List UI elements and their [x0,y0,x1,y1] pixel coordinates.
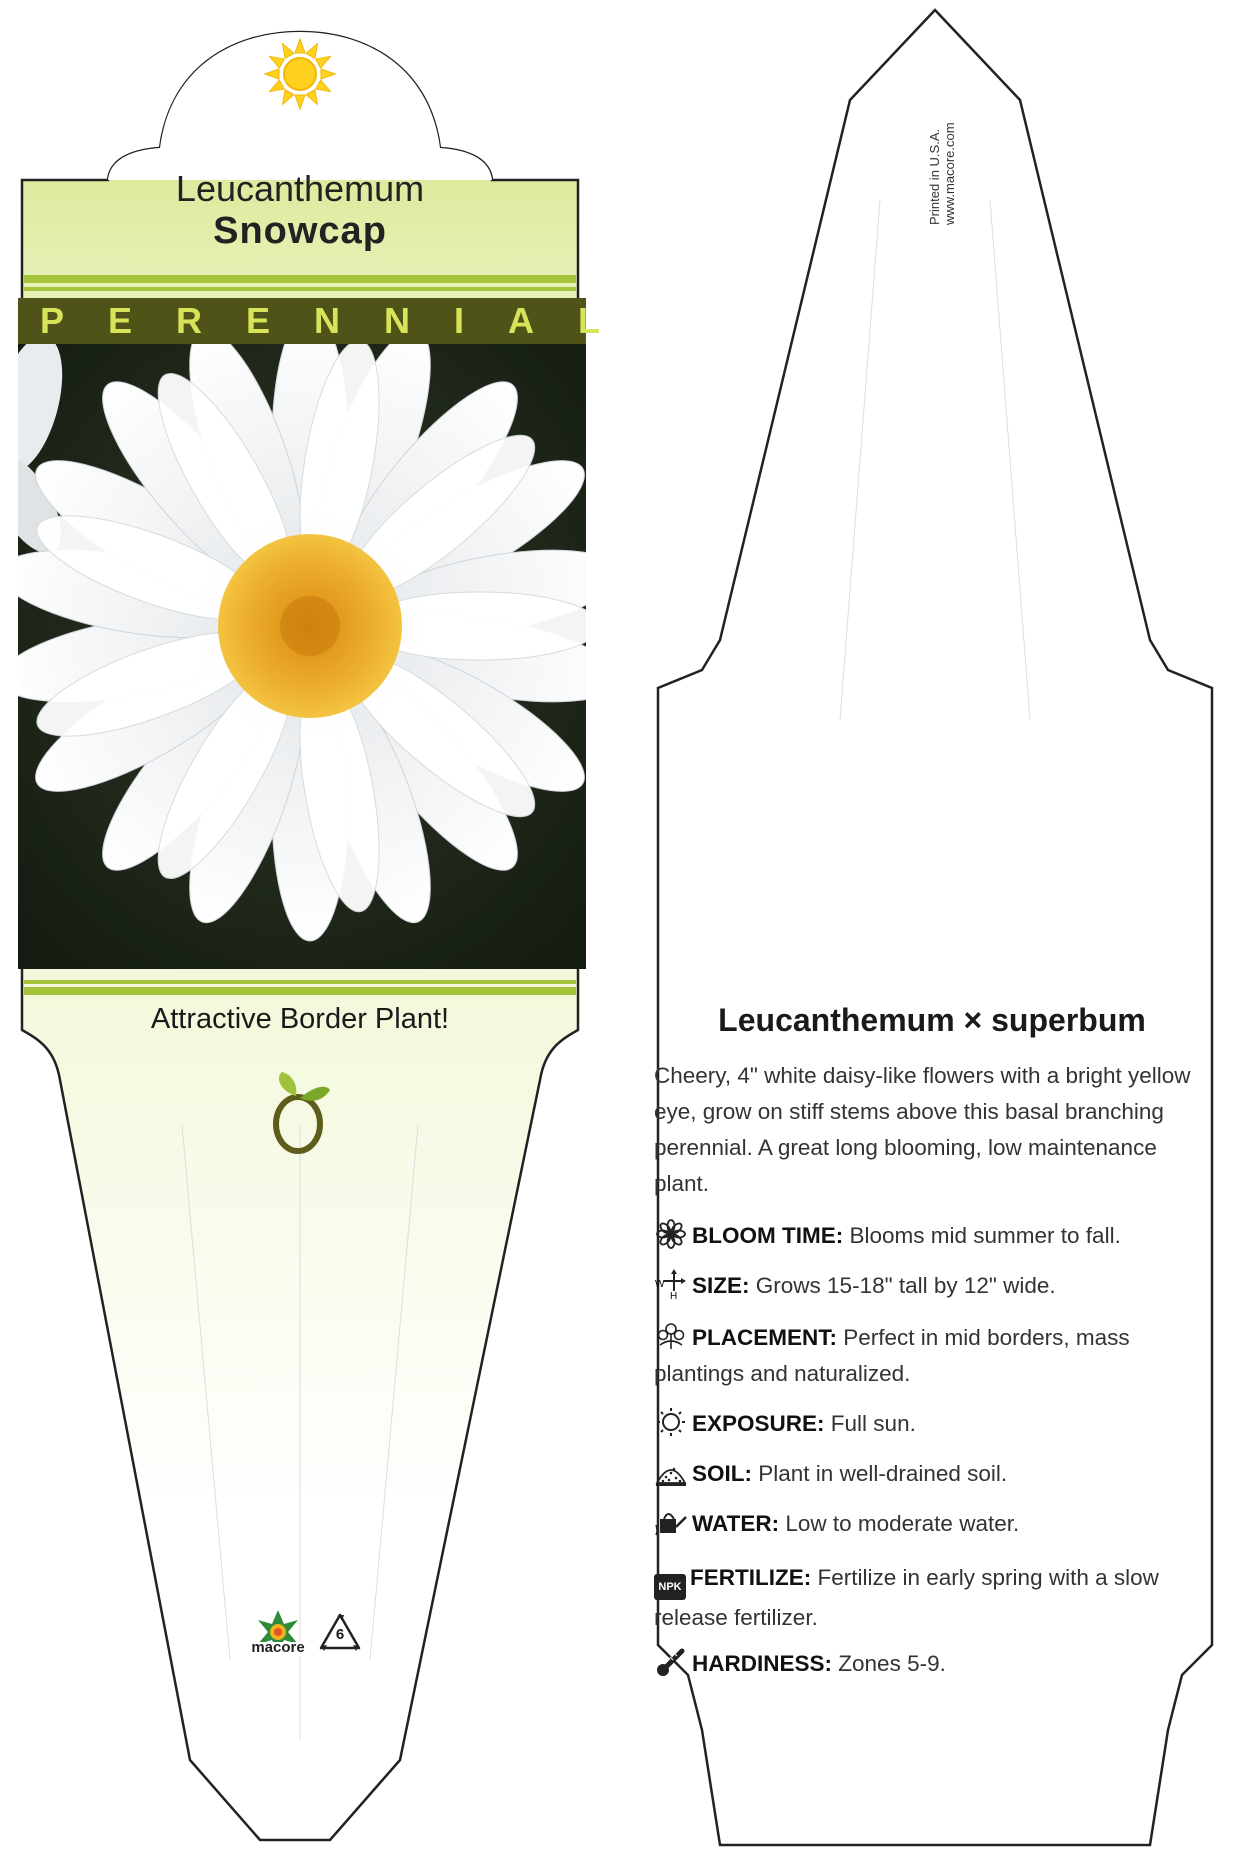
water-label: WATER: [692,1511,780,1536]
printed-info [905,95,1055,245]
attr-exposure [654,1406,1214,1442]
attr-water [654,1506,1214,1542]
attr-size [654,1268,1214,1304]
watering-can-icon [654,1507,688,1537]
macore-logo-text: macore [251,1639,305,1656]
recycle-icon [318,1612,362,1656]
attr-fertilize [654,1560,1214,1636]
size-label: SIZE: [692,1273,750,1298]
size-icon-w: W [655,1279,665,1290]
attr-soil [654,1456,1214,1492]
plant-photo [18,344,586,969]
scientific-name: Leucanthemum × superbum [718,1002,1146,1038]
sun-icon [262,36,338,112]
hardiness-value: Zones 5-9. [838,1651,946,1676]
size-icon [654,1269,688,1299]
sun-outline-icon [654,1407,688,1437]
exposure-label: EXPOSURE: [692,1411,825,1436]
bloom-time-value: Blooms mid summer to fall. [849,1223,1121,1248]
macore-logo [243,1606,313,1677]
size-icon-h: H [670,1291,678,1299]
plant-description: Cheery, 4" white daisy-like flowers with a bright yellow eye, grow on stiff stems above this basal branching perennial. A great long blooming, low maintenance plant. [654,1063,1191,1196]
npk-icon-text: NPK [658,1581,682,1593]
attr-hardiness [654,1646,1214,1682]
soil-label: SOIL: [692,1461,752,1486]
attr-placement [654,1320,1214,1392]
placement-icon [654,1321,688,1351]
water-value: Low to moderate water. [785,1511,1020,1536]
thermometer-icon [654,1647,688,1677]
plant-cultivar: Snowcap [213,210,387,252]
npk-icon [654,1574,686,1600]
daisy-image [18,344,586,969]
soil-icon [654,1457,688,1487]
exposure-value: Full sun. [830,1411,916,1436]
fertilize-value: Fertilize in early spring with a slow release fertilizer. [654,1565,1159,1630]
fertilize-label: FERTILIZE: [690,1565,812,1590]
printed-in: Printed in U.S.A. [927,128,942,225]
category-banner-label: PERENNIAL [40,300,645,341]
hardiness-label: HARDINESS: [692,1651,833,1676]
recycle-code: 6 [335,1626,345,1643]
leaf-logo-icon [268,1070,332,1154]
bloom-time-label: BLOOM TIME: [692,1223,844,1248]
tagline: Attractive Border Plant! [150,1003,450,1035]
placement-value: Perfect in mid borders, mass plantings and naturalized. [654,1325,1130,1386]
website: www.macore.com [942,122,957,225]
size-value: Grows 15-18" tall by 12" wide. [755,1273,1056,1298]
attr-bloom-time [654,1218,1214,1254]
soil-value: Plant in well-drained soil. [758,1461,1008,1486]
flower-icon [654,1219,688,1249]
placement-label: PLACEMENT: [692,1325,837,1350]
plant-genus: Leucanthemum [175,168,425,209]
